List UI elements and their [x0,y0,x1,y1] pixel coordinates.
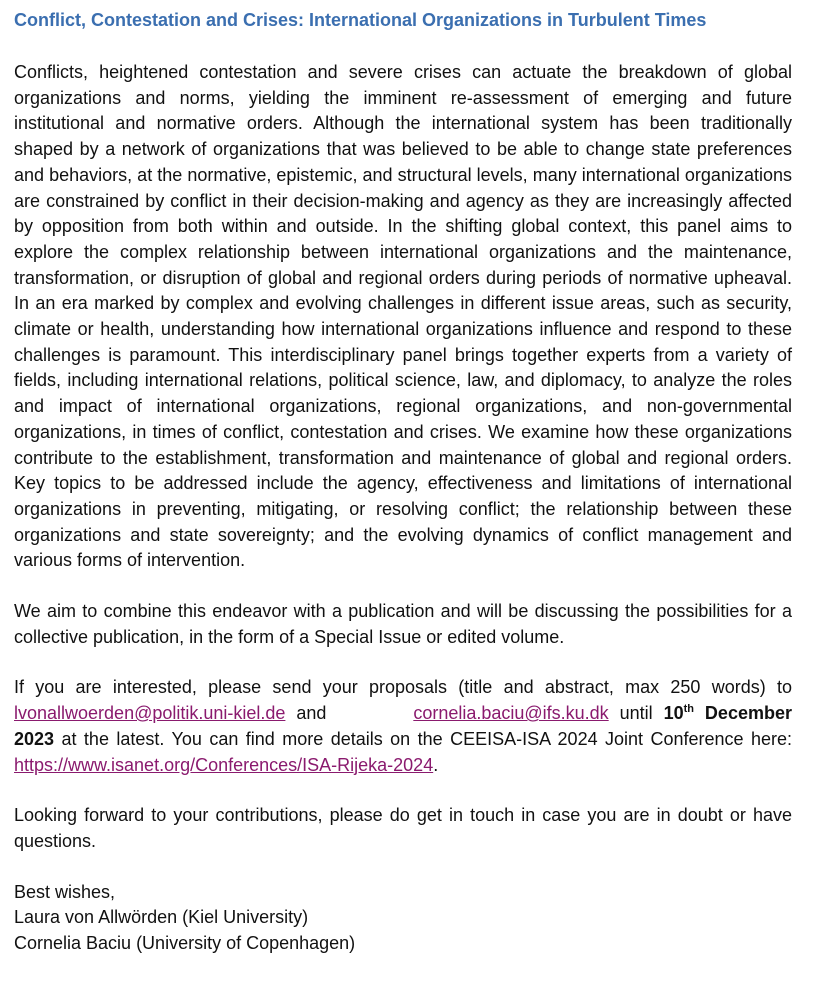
deadline-month-year: December 2023 [14,703,792,749]
deadline-ordinal-suffix: th [683,703,694,716]
and-text: and [285,703,338,724]
body-paragraph-panel-description: Conflicts, heightened contestation and severe crises can actuate the breakdown of global organizations and norms, yielding the imminent re-assessment of emerging and future institutional and normative orders. Although the international system has been traditionally shaped by a network of organizations that was believed to be able to change state preferences and behaviors, at the normative, epistemic, and structural levels, many international organizations are constrained by conflict in their decision-making and agency as they are increasingly affected by opposition from both within and outside. In the shifting global context, this panel aims to explore the complex relationship between international organizations and the maintenance, transformation, or disruption of global and regional orders during periods of normative upheaval. In an era marked by complex and evolving challenges in different issue areas, such as security, climate or health, understanding how international organizations influence and respond to these challenges is paramount. This interdisciplinary panel brings together experts from a variety of fields, including international relations, political science, law, and diplomacy, to analyze the roles and impact of international organizations, regional organizations, and non-governmental organizations, in times of conflict, contestation and crises. We examine how these organizations contribute to the establishment, transformation and maintenance of global and regional orders. Key topics to be addressed include the agency, effectiveness and limitations of international organizations in preventing, mitigating, or resolving conflict; the relationship between these organizations and state sovereignty; and the evolving dynamics of conflict management and various forms of intervention. [14,62,792,571]
after-deadline-text: at the latest. You can find more details on the CEEISA-ISA 2024 Joint Conference here: [54,728,792,749]
signatory-allwoerden: Laura von Allwörden (Kiel University) [14,907,309,928]
deadline-day: 10 [663,703,684,724]
conference-link[interactable]: https://www.isanet.org/Conferences/ISA-Rijeka-2024 [14,754,434,775]
proposals-intro-text: If you are interested, please send your proposals (title and abstract, max 250 words) to [14,677,792,698]
document-title: Conflict, Contestation and Crises: International Organizations in Turbulent Times [14,10,707,30]
email-link-baciu[interactable]: cornelia.baciu@ifs.ku.dk [413,703,609,724]
body-paragraph-proposals [14,675,792,778]
email-link-allwoerden[interactable]: lvonallwoerden@politik.uni-kiel.de [14,703,286,724]
body-paragraph-closing: Looking forward to your contributions, please do get in touch in case you are in doubt or have questions. [14,805,792,851]
signature-block [14,880,792,957]
signatory-baciu: Cornelia Baciu (University of Copenhagen) [14,933,356,954]
signoff-greeting: Best wishes, [14,881,116,902]
until-text: until [608,703,664,724]
period-text: . [433,754,439,775]
body-paragraph-publication: We aim to combine this endeavor with a publication and will be discussing the possibilities for a collective publication, in the form of a Special Issue or edited volume. [14,601,792,647]
